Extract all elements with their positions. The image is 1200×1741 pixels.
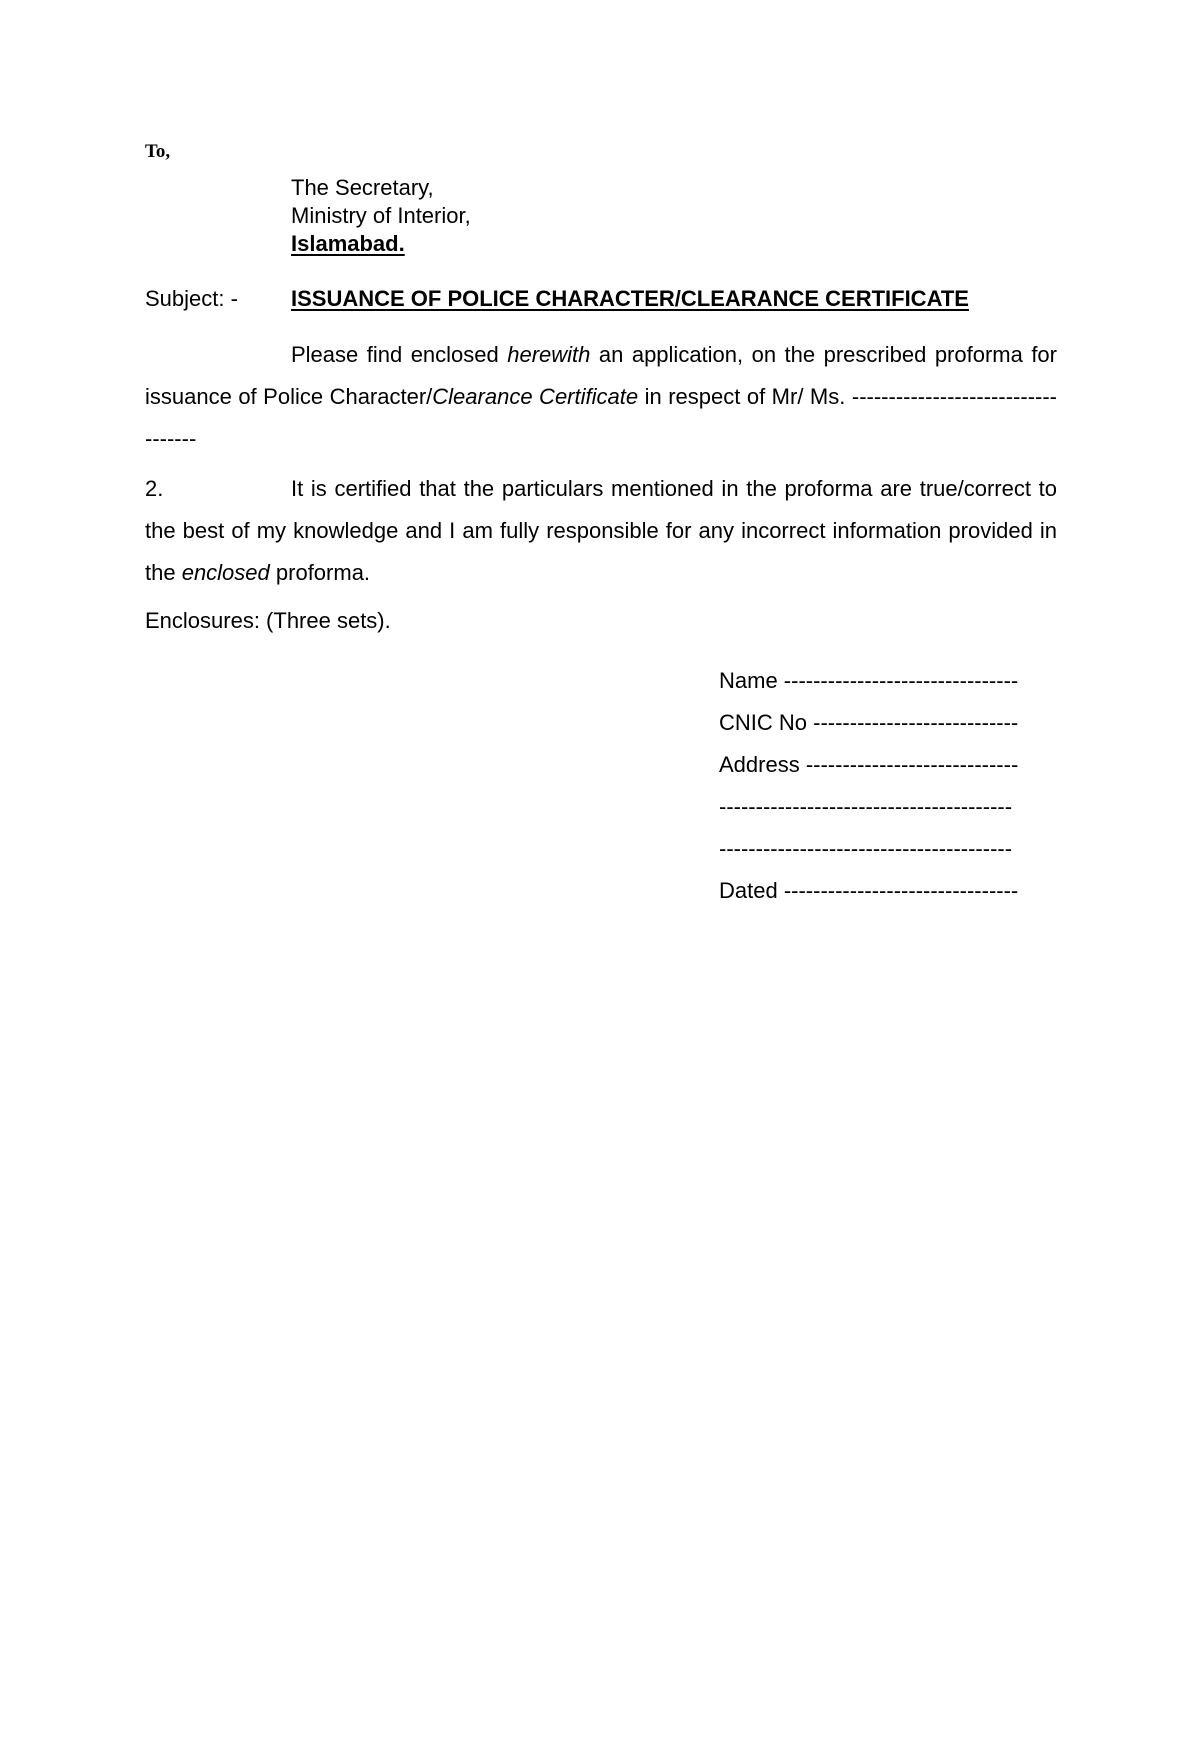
address-blank-line-1: ---------------------------------------- bbox=[719, 794, 1013, 819]
signature-block bbox=[719, 660, 1059, 912]
para1-part1: Please find enclosed bbox=[291, 342, 508, 367]
letter-body bbox=[145, 138, 1057, 636]
para1-italic1: herewith bbox=[507, 342, 591, 367]
para1-part3: in respect of Mr/ Ms. ----------------------------------- bbox=[145, 384, 1057, 451]
subject-label: Subject: - bbox=[145, 286, 238, 311]
subject-text: ISSUANCE OF POLICE CHARACTER/CLEARANCE CERTIFICATE bbox=[291, 286, 969, 311]
para2-italic1: enclosed bbox=[181, 560, 270, 585]
cnic-field: CNIC No ---------------------------- bbox=[719, 710, 1019, 735]
dated-field: Dated -------------------------------- bbox=[719, 878, 1019, 903]
recipient-line-3: Islamabad. bbox=[291, 231, 405, 256]
subject-row bbox=[145, 284, 1057, 314]
recipient-line-1: The Secretary, bbox=[291, 175, 434, 200]
enclosures-line: Enclosures: (Three sets). bbox=[145, 608, 391, 633]
para2-part1: It is certified that the particulars mentioned in the proforma are true/correct to the best of my knowledge and I am fully responsible for any incorrect information provided in the bbox=[145, 476, 1057, 585]
recipient-line-2: Ministry of Interior, bbox=[291, 203, 471, 228]
para1-italic2: Clearance Certificate bbox=[432, 384, 639, 409]
address-blank-line-2: ---------------------------------------- bbox=[719, 836, 1013, 861]
address-field: Address ----------------------------- bbox=[719, 752, 1019, 777]
para1-part2: an application, on the prescribed proforma for issuance of Police Character/ bbox=[145, 342, 1057, 409]
paragraph-2 bbox=[145, 468, 1057, 594]
salutation: To, bbox=[145, 141, 171, 162]
paragraph-1 bbox=[145, 334, 1057, 460]
paragraph-number: 2. bbox=[145, 476, 164, 501]
recipient-address bbox=[291, 174, 1057, 258]
name-field: Name -------------------------------- bbox=[719, 668, 1019, 693]
para2-part2: proforma. bbox=[269, 560, 371, 585]
